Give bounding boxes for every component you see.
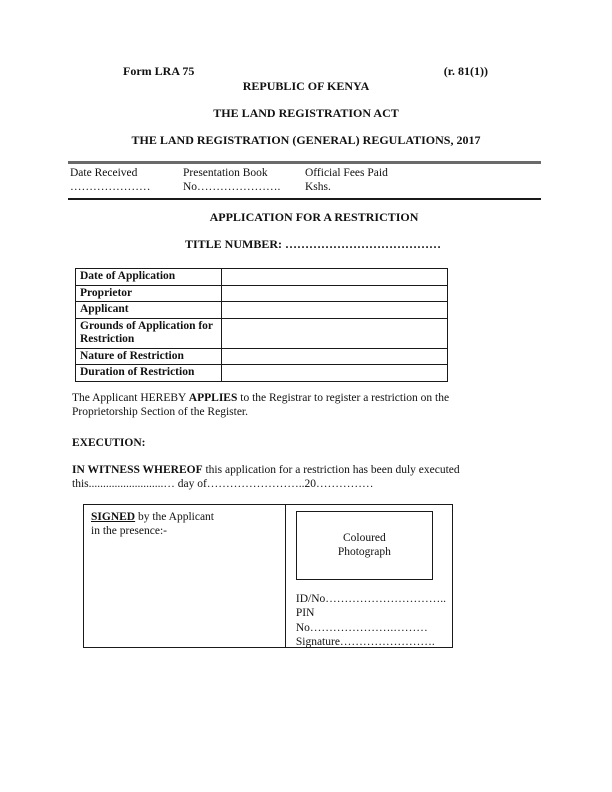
form-number: Form LRA 75 [123,64,195,78]
date-received-label: Date Received [70,167,138,179]
presentation-book-fill-line: No…………………. [183,181,281,193]
date-received-fill-line: ………………… [70,181,151,193]
row-label-applicant: Applicant [76,302,222,319]
table-row [76,348,448,365]
application-title: APPLICATION FOR A RESTRICTION [209,210,419,224]
witness-text-line1-suffix: this application for a restriction has been duly executed [202,463,460,476]
presence-text: in the presence:- [91,524,167,537]
title-number-line: TITLE NUMBER: ………………………………… [184,237,441,251]
row-label-proprietor: Proprietor [76,285,222,302]
details-table [75,268,448,382]
row-value-grounds-of-application [222,318,448,348]
id-number-fill-line: ID/No………………………….. [295,592,446,605]
table-row [76,269,448,286]
applies-paragraph [72,391,612,420]
row-label-duration-of-restriction: Duration of Restriction [76,365,222,382]
witness-day-fill-line: this..........................… day of……………………..20…………… [72,478,374,490]
applies-text-line2: Proprietorship Section of the Register. [72,406,248,418]
signed-by-text: by the Applicant [135,510,214,523]
act-title: THE LAND REGISTRATION ACT [213,106,399,120]
pin-number-fill-line: PIN No………………….……… [295,607,428,634]
office-col-presentation-book [183,166,305,194]
form-header-row [123,64,488,78]
signature-box [83,504,453,648]
coloured-photograph-box [296,511,433,580]
country-title: REPUBLIC OF KENYA [242,79,370,93]
witness-text-bold: IN WITNESS WHEREOF [72,463,203,476]
witness-paragraph [72,463,612,492]
signature-right-cell [286,505,452,647]
office-col-official-fees [305,166,541,194]
signature-fill-line: Signature……………………. [295,636,435,648]
row-value-date-of-application [222,269,448,286]
execution-heading: EXECUTION: [72,436,146,449]
official-fees-currency: Kshs. [305,181,331,193]
office-col-date-received [70,166,183,194]
rule-reference: (r. 81(1)) [443,64,488,78]
row-value-applicant [222,302,448,319]
signed-word: SIGNED [91,510,136,523]
row-value-nature-of-restriction [222,348,448,365]
table-row [76,285,448,302]
table-row [76,302,448,319]
signature-left-cell [84,505,286,647]
coloured-photograph-label: Coloured Photograph [337,532,391,558]
row-label-nature-of-restriction: Nature of Restriction [76,348,222,365]
row-label-grounds-of-application: Grounds of Application for Restriction [76,318,222,348]
presentation-book-label: Presentation Book [183,167,268,179]
table-row [76,365,448,382]
row-value-proprietor [222,285,448,302]
applies-text-bold: APPLIES [188,391,238,404]
applies-text-prefix: The Applicant HEREBY [72,391,189,404]
office-use-block [68,161,541,200]
official-fees-label: Official Fees Paid [305,167,388,179]
table-row [76,318,448,348]
row-label-date-of-application: Date of Application [76,269,222,286]
regulations-title: THE LAND REGISTRATION (GENERAL) REGULATIONS, 2017 [131,133,481,147]
row-value-duration-of-restriction [222,365,448,382]
applies-text-line1-suffix: to the Registrar to register a restriction on the [237,391,450,404]
identity-fill-lines [296,592,446,650]
